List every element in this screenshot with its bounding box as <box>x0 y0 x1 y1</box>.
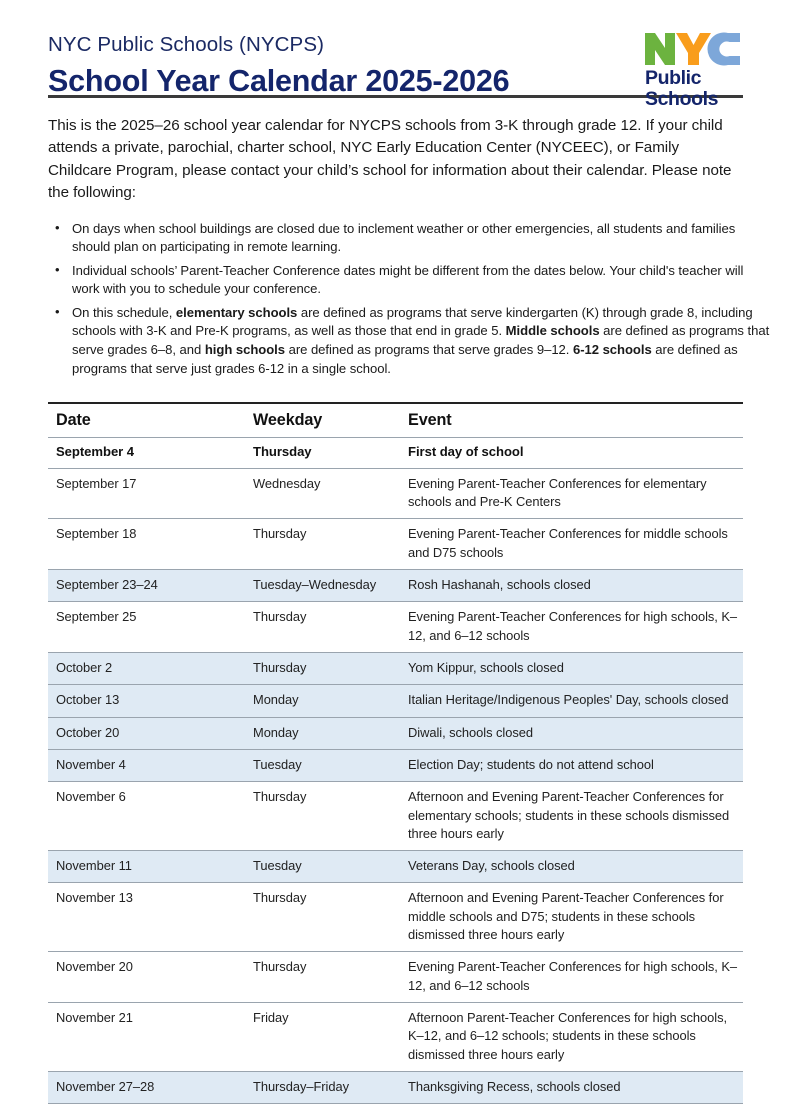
note-text: are defined as programs that serve just grades 6-12 in a single school. <box>72 342 738 376</box>
note-item <box>55 219 772 257</box>
note-emphasis: Middle schools <box>505 323 600 339</box>
cell-event: Diwali, schools closed <box>400 717 743 749</box>
organization-name: NYC Public Schools (NYCPS) <box>48 33 325 56</box>
cell-event: Rosh Hashanah, schools closed <box>400 570 743 602</box>
table-row <box>48 749 743 781</box>
table-row <box>48 883 743 952</box>
logo-word-schools: Schools <box>645 87 719 110</box>
cell-date: September 18 <box>48 519 245 570</box>
cell-date: November 20 <box>48 952 245 1003</box>
cell-event: Afternoon Parent-Teacher Conferences for high schools, K–12, and 6–12 schools; students in these schools dismissed three hours early <box>400 1003 743 1072</box>
note-emphasis: elementary schools <box>175 304 298 320</box>
cell-date: October 20 <box>48 717 245 749</box>
intro-paragraph: This is the 2025–26 school year calendar for NYCPS schools from 3-K through grade 12. If your child attends a private, parochial, charter school, NYC Early Education Center (NYCEEC), or Family Childcare Program, please contact your child’s school for information about their calendar. Please note the following: <box>48 117 732 202</box>
cell-weekday: Thursday <box>245 519 400 570</box>
nyc-logo-icon <box>645 32 743 66</box>
cell-weekday: Thursday <box>245 952 400 1003</box>
note-item <box>55 261 772 299</box>
note-text: Individual schools’ Parent-Teacher Conference dates might be different from the dates below. Your child's teacher will work with you to schedule your conference. <box>72 262 744 297</box>
cell-weekday: Friday <box>245 1003 400 1072</box>
cell-event: Evening Parent-Teacher Conferences for high schools, K–12, and 6–12 schools <box>400 952 743 1003</box>
cell-weekday: Thursday–Friday <box>245 1071 400 1103</box>
calendar-table <box>48 402 743 1104</box>
cell-event: Evening Parent-Teacher Conferences for high schools, K–12, and 6–12 schools <box>400 602 743 653</box>
note-text: are defined as programs that serve grades 6–8, and <box>72 323 770 358</box>
cell-date: November 4 <box>48 749 245 781</box>
table-row <box>48 1003 743 1072</box>
calendar-table-head <box>48 403 743 438</box>
cell-date: September 25 <box>48 602 245 653</box>
cell-weekday: Tuesday <box>245 749 400 781</box>
cell-date: September 17 <box>48 468 245 519</box>
cell-date: November 21 <box>48 1003 245 1072</box>
cell-date: November 27–28 <box>48 1071 245 1103</box>
cell-event: Yom Kippur, schools closed <box>400 652 743 684</box>
nycps-logo <box>645 32 743 110</box>
note-emphasis: 6-12 schools <box>572 342 652 358</box>
calendar-table-body <box>48 438 743 1104</box>
cell-date: November 6 <box>48 782 245 851</box>
table-row <box>48 1071 743 1103</box>
table-row <box>48 652 743 684</box>
cell-weekday: Tuesday <box>245 851 400 883</box>
cell-date: September 23–24 <box>48 570 245 602</box>
cell-event: Italian Heritage/Indigenous Peoples' Day, schools closed <box>400 685 743 717</box>
notes-list <box>48 220 772 379</box>
column-header-event: Event <box>400 403 743 438</box>
table-row <box>48 570 743 602</box>
logo-wordmark <box>645 68 743 110</box>
note-text: On this schedule, <box>72 304 176 320</box>
cell-date: October 13 <box>48 685 245 717</box>
note-text: are defined as programs that serve kindergarten (K) through grade 8, including schools with 3-K and Pre-K programs, as well as those that end in grade 5. <box>72 304 753 339</box>
cell-date: November 13 <box>48 883 245 952</box>
note-emphasis: high schools <box>204 342 285 358</box>
cell-weekday: Thursday <box>245 438 400 469</box>
cell-event: Thanksgiving Recess, schools closed <box>400 1071 743 1103</box>
table-row <box>48 717 743 749</box>
cell-weekday: Thursday <box>245 883 400 952</box>
bullet-icon: • <box>55 219 60 235</box>
table-row <box>48 438 743 469</box>
logo-word-public: Public <box>645 67 702 89</box>
cell-event: Afternoon and Evening Parent-Teacher Conferences for middle schools and D75; students in these schools dismissed three hours early <box>400 883 743 952</box>
column-header-date: Date <box>48 403 245 438</box>
nyc-letters-svg <box>645 32 741 66</box>
table-row <box>48 685 743 717</box>
bullet-icon: • <box>55 303 60 319</box>
table-row <box>48 952 743 1003</box>
cell-event: Veterans Day, schools closed <box>400 851 743 883</box>
cell-event: First day of school <box>400 438 743 469</box>
cell-event: Afternoon and Evening Parent-Teacher Conferences for elementary schools; students in these schools dismissed three hours early <box>400 782 743 851</box>
page-title: School Year Calendar 2025-2026 <box>48 63 510 98</box>
column-header-weekday: Weekday <box>245 403 400 438</box>
cell-weekday: Tuesday–Wednesday <box>245 570 400 602</box>
cell-date: October 2 <box>48 652 245 684</box>
cell-weekday: Thursday <box>245 782 400 851</box>
cell-event: Election Day; students do not attend school <box>400 749 743 781</box>
cell-event: Evening Parent-Teacher Conferences for middle schools and D75 schools <box>400 519 743 570</box>
header-title-block <box>48 33 509 99</box>
cell-weekday: Monday <box>245 717 400 749</box>
cell-date: November 11 <box>48 851 245 883</box>
cell-date: September 4 <box>48 438 245 469</box>
cell-weekday: Monday <box>245 685 400 717</box>
table-row <box>48 602 743 653</box>
table-row <box>48 782 743 851</box>
bullet-icon: • <box>55 261 60 277</box>
note-text: On days when school buildings are closed due to inclement weather or other emergencies, all students and families should plan on participating in remote learning. <box>72 220 736 255</box>
cell-event: Evening Parent-Teacher Conferences for elementary schools and Pre-K Centers <box>400 468 743 519</box>
document-header <box>48 0 743 110</box>
cell-weekday: Wednesday <box>245 468 400 519</box>
note-text: are defined as programs that serve grades 9–12. <box>285 342 573 358</box>
cell-weekday: Thursday <box>245 652 400 684</box>
table-row <box>48 519 743 570</box>
note-item <box>55 303 772 378</box>
cell-weekday: Thursday <box>245 602 400 653</box>
table-header-row <box>48 403 743 438</box>
table-row <box>48 468 743 519</box>
table-row <box>48 851 743 883</box>
